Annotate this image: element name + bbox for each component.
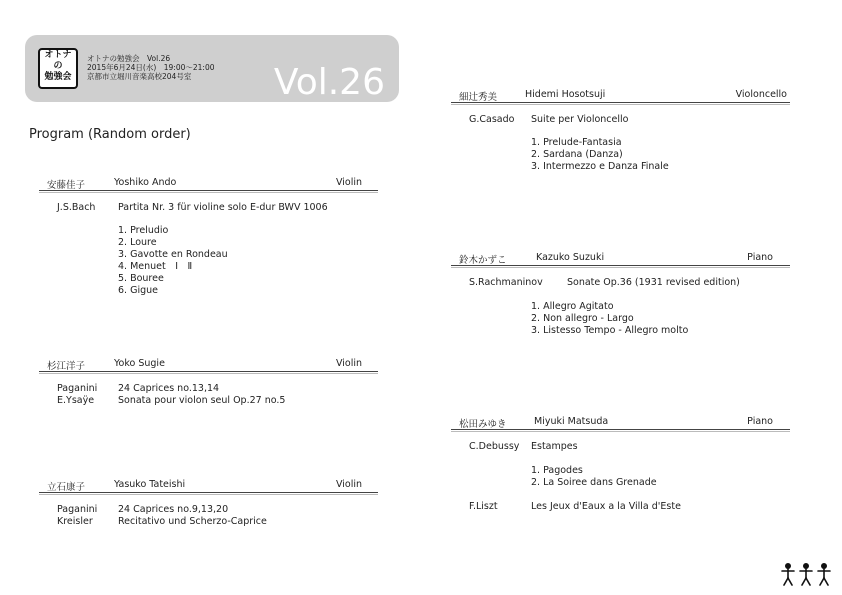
performer-block (39, 177, 378, 307)
performer-name-en: Yoshiko Ando (114, 177, 177, 188)
performer-name-en: Kazuko Suzuki (536, 252, 605, 263)
movement: 3. Listesso Tempo - Allegro molto (531, 325, 689, 336)
performer-header (39, 479, 378, 493)
movement: 1. Preludio (118, 225, 169, 236)
event-title: オトナの勉強会 Vol.26 (87, 54, 171, 63)
piece-title: Sonate Op.36 (1931 revised edition) (567, 277, 740, 288)
movement: 2. La Soiree dans Grenade (531, 477, 657, 488)
performer-name-en: Yoko Sugie (114, 358, 165, 369)
program-title: Program (Random order) (29, 127, 191, 142)
performer-name-jp: 鈴木かずこ (459, 255, 507, 266)
movement-list (531, 465, 657, 489)
performer-block (451, 89, 790, 179)
logo (38, 48, 78, 89)
header-banner (25, 35, 399, 102)
movement: 4. Menuet Ⅰ Ⅱ (118, 261, 193, 272)
performer-instrument: Violin (335, 479, 362, 490)
movement-list (531, 301, 688, 337)
performer-header (451, 416, 790, 430)
performer-name-jp: 杉江洋子 (47, 361, 86, 372)
logo-line: オトナ (44, 50, 72, 60)
volume-number: Vol.26 (273, 62, 385, 103)
movement: 6. Gigue (118, 285, 158, 296)
performer-instrument: Piano (747, 252, 773, 263)
performer-header (451, 89, 790, 103)
performer-header (39, 358, 378, 372)
movement: 2. Loure (118, 237, 157, 248)
movement: 2. Sardana (Danza) (531, 149, 623, 160)
performer-instrument: Violin (335, 177, 362, 188)
composer: J.S.Bach (57, 202, 96, 213)
movement: 1. Prelude-Fantasia (531, 137, 622, 148)
performer-header (451, 252, 790, 266)
movement: 3. Intermezzo e Danza Finale (531, 161, 669, 172)
event-info (87, 54, 214, 81)
performer-instrument: Violoncello (735, 89, 787, 100)
logo-line: 勉強会 (44, 72, 72, 82)
event-venue: 京都市立堀川音楽高校204号室 (87, 72, 192, 81)
performer-name-en: Hidemi Hosotsuji (525, 89, 606, 100)
performer-name-jp: 立石康子 (47, 482, 86, 493)
movement: 1. Pagodes (531, 465, 583, 476)
movement-list (118, 225, 228, 297)
movement: 1. Allegro Agitato (531, 301, 614, 312)
composer: Paganini (57, 383, 98, 394)
piece-title: Sonata pour violon seul Op.27 no.5 (118, 395, 286, 406)
performer-header (39, 177, 378, 191)
composer: S.Rachmaninov (469, 277, 543, 288)
composer: F.Liszt (469, 501, 498, 512)
performer-name-jp: 細辻秀美 (459, 92, 498, 103)
performer-block (451, 252, 790, 342)
performer-name-jp: 安藤佳子 (47, 180, 86, 191)
piece-title: Estampes (531, 441, 578, 452)
logo-line: の (53, 61, 63, 71)
piece-title: Recitativo und Scherzo-Caprice (118, 516, 267, 527)
piece-title: Les Jeux d'Eaux a la Villa d'Este (531, 501, 681, 512)
people-icon (779, 562, 833, 586)
performer-block (451, 416, 790, 526)
performer-name-jp: 松田みゆき (459, 419, 507, 430)
performer-name-en: Miyuki Matsuda (534, 416, 609, 427)
piece-title: Partita Nr. 3 für violine solo E-dur BWV 1006 (118, 202, 328, 213)
movement-list (531, 137, 669, 173)
performer-instrument: Violin (335, 358, 362, 369)
event-date: 2015年6月24日(水) 19:00～21:00 (87, 63, 215, 72)
composer: Kreisler (57, 516, 93, 527)
performer-block (39, 358, 378, 418)
performer-name-en: Yasuko Tateishi (114, 479, 186, 490)
composer: E.Ysaÿe (57, 395, 95, 406)
composer: Paganini (57, 504, 98, 515)
piece-title: 24 Caprices no.13,14 (118, 383, 220, 394)
piece-title: Suite per Violoncello (531, 114, 629, 125)
piece-title: 24 Caprices no.9,13,20 (118, 504, 229, 515)
performer-instrument: Piano (747, 416, 773, 427)
movement: 3. Gavotte en Rondeau (118, 249, 228, 260)
movement: 2. Non allegro - Largo (531, 313, 634, 324)
composer: G.Casado (469, 114, 515, 125)
movement: 5. Bouree (118, 273, 164, 284)
composer: C.Debussy (469, 441, 520, 452)
performer-block (39, 479, 378, 539)
